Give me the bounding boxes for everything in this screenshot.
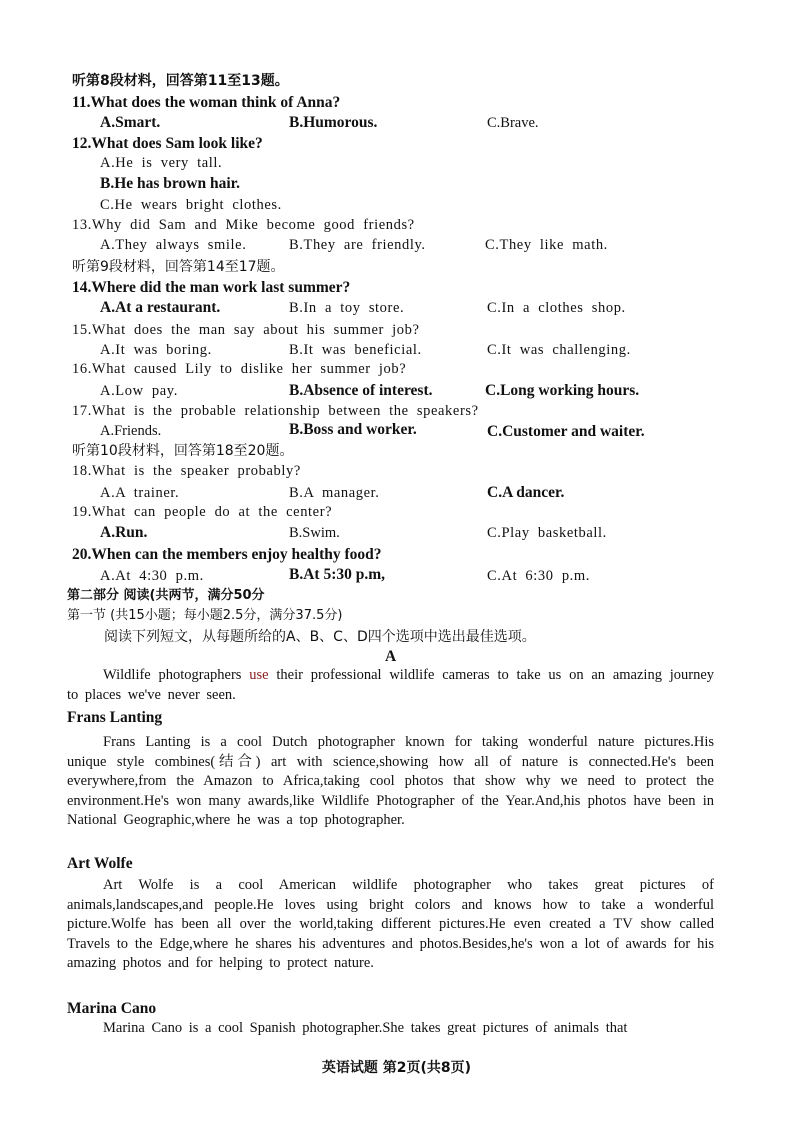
question-16-option-c: C.Long working hours. [485, 382, 640, 399]
question-13-option-c: C.They like math. [485, 237, 608, 253]
passage-intro [67, 666, 714, 705]
question-16-option-a: A.Low pay. [100, 383, 178, 399]
photographer-heading-art-wolfe: Art Wolfe [67, 855, 133, 872]
question-17-option-a: A.Friends. [100, 423, 162, 439]
question-16-stem: 16.What caused Lily to dislike her summer job? [72, 361, 407, 377]
question-12-option-b: B.He has brown hair. [100, 175, 240, 192]
question-12-option-c: C.He wears bright clothes. [100, 197, 282, 213]
photographer-heading-marina-cano: Marina Cano [67, 1000, 157, 1017]
question-13-option-b: B.They are friendly. [289, 237, 426, 253]
question-11-stem: 11.What does the woman think of Anna? [72, 94, 341, 111]
passage-letter: A [385, 648, 397, 665]
question-18-option-b: B.A manager. [289, 485, 380, 501]
intro-highlighted-word: use [249, 667, 269, 683]
question-18-stem: 18.What is the speaker probably? [72, 463, 301, 479]
question-12-stem: 12.What does Sam look like? [72, 135, 263, 152]
question-12-option-a: A.He is very tall. [100, 155, 223, 171]
question-15-option-a: A.It was boring. [100, 342, 212, 358]
question-14-option-c: C.In a clothes shop. [487, 300, 626, 316]
question-17-option-c: C.Customer and waiter. [487, 423, 645, 440]
paragraph-frans-lanting-text: Frans Lanting is a cool Dutch photographer known for taking wonderful nature pictures.His unique style combines(结合) art with science,showing how all of nature is connected.He's been everywhere,from the Amazon to Africa,taking cool photos that show why we need to protect the environment.He's won many awards,like Wildlife Photographer of the Year.And,his photos have been in National Geographic,where he was a top photographer. [67, 734, 714, 829]
paragraph-marina-cano [67, 1019, 714, 1039]
question-19-option-b: B.Swim. [289, 525, 340, 541]
intro-text-end: their professional wildlife cameras to take us on an amazing journey to places we've never seen. [67, 667, 715, 703]
part-2-heading: 第二部分 阅读(共两节，满分50分 [67, 588, 265, 603]
section-1-heading: 第一节 (共15小题；每小题2.5分，满分37.5分) [67, 608, 343, 623]
question-17-stem: 17.What is the probable relationship between the speakers? [72, 403, 479, 419]
question-19-stem: 19.What can people do at the center? [72, 504, 333, 520]
question-20-option-a: A.At 4:30 p.m. [100, 568, 204, 584]
paragraph-frans-lanting [67, 733, 714, 831]
question-15-stem: 15.What does the man say about his summer job? [72, 322, 420, 338]
page-footer: 英语试题 第2页(共8页) [321, 1060, 472, 1076]
question-15-option-b: B.It was beneficial. [289, 342, 422, 358]
question-13-option-a: A.They always smile. [100, 237, 247, 253]
question-14-option-b: B.In a toy store. [289, 300, 405, 316]
section-10-heading: 听第10段材料，回答第18至20题。 [72, 443, 294, 459]
question-20-option-c: C.At 6:30 p.m. [487, 568, 591, 584]
question-18-option-a: A.A trainer. [100, 485, 180, 501]
question-20-stem: 20.When can the members enjoy healthy food? [72, 546, 382, 563]
section-9-heading: 听第9段材料，回答第14至17题。 [72, 259, 285, 275]
question-11-option-c: C.Brave. [487, 115, 539, 131]
question-14-option-a: A.At a restaurant. [100, 299, 221, 316]
photographer-heading-frans-lanting: Frans Lanting [67, 709, 163, 726]
paragraph-art-wolfe [67, 876, 714, 974]
question-20-option-b: B.At 5:30 p.m, [289, 566, 386, 583]
question-11-option-a: A.Smart. [100, 114, 161, 131]
intro-text-start: Wildlife photographers [103, 667, 250, 683]
question-13-stem: 13.Why did Sam and Mike become good friends? [72, 217, 415, 233]
question-17-option-b: B.Boss and worker. [289, 421, 417, 438]
question-16-option-b: B.Absence of interest. [289, 382, 433, 399]
paragraph-marina-cano-text: Marina Cano is a cool Spanish photographer.She takes great pictures of animals that [103, 1020, 628, 1036]
question-19-option-c: C.Play basketball. [487, 525, 607, 541]
reading-instruction: 阅读下列短文，从每题所给的A、B、C、D四个选项中选出最佳选项。 [104, 629, 536, 645]
question-11-option-b: B.Humorous. [289, 114, 378, 131]
question-19-option-a: A.Run. [100, 524, 148, 541]
question-18-option-c: C.A dancer. [487, 484, 565, 501]
paragraph-art-wolfe-text: Art Wolfe is a cool American wildlife photographer who takes great pictures of animals,landscapes,and people.He loves using bright colors and knows how to take a wonderful picture.Wolfe has been all over the world,taking different pictures.He even created a TV show called Travels to the Edge,where he shares his adventures and photos.Besides,he's won a lot of awards for his amazing photos and for helping to protect nature. [67, 877, 714, 972]
question-14-stem: 14.Where did the man work last summer? [72, 279, 351, 296]
section-8-heading: 听第8段材料，回答第11至13题。 [72, 73, 289, 89]
question-15-option-c: C.It was challenging. [487, 342, 631, 358]
